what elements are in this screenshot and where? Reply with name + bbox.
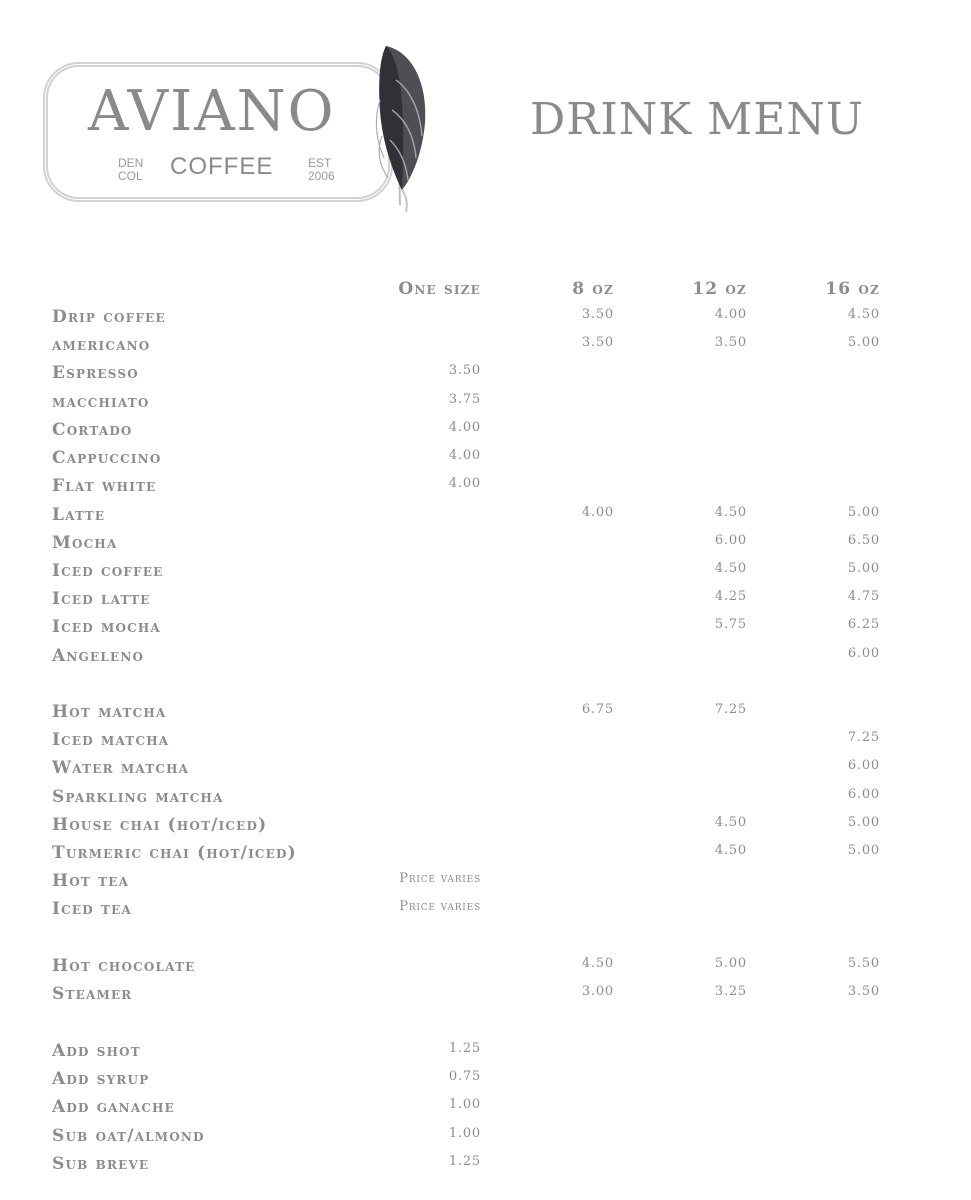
price-12oz: 5.00 [714, 956, 747, 971]
price-12oz: 7.25 [714, 702, 747, 717]
menu-item-name: Iced latte [52, 589, 151, 609]
logo-established-tag [308, 157, 348, 183]
price-one-size: Price varies [399, 871, 481, 886]
menu-item-name: Iced matcha [52, 730, 170, 750]
logo-established-line-1: EST [308, 156, 332, 170]
price-8oz: 4.50 [581, 956, 614, 971]
price-12oz: 3.50 [714, 335, 747, 350]
price-16oz: 3.50 [847, 984, 880, 999]
menu-item-name: Latte [52, 505, 106, 525]
menu-item-name: Espresso [52, 363, 139, 383]
menu-item-name: americano [52, 335, 151, 355]
menu-item-name: Iced tea [52, 899, 132, 919]
menu-item-name: Hot matcha [52, 702, 167, 722]
menu-item-name: Cappuccino [52, 448, 162, 468]
price-8oz: 4.00 [581, 505, 614, 520]
logo-established-line-2: 2006 [308, 169, 335, 183]
price-one-size: 1.25 [448, 1154, 481, 1169]
menu-item-name: Add syrup [52, 1069, 150, 1089]
logo-name: AVIANO [88, 79, 336, 144]
price-one-size: 0.75 [448, 1069, 481, 1084]
logo-coffee-word: COFFEE [170, 153, 274, 180]
menu-item-name: House chai (hot/iced) [52, 815, 268, 835]
price-12oz: 5.75 [714, 617, 747, 632]
column-header-8oz: 8 oz [572, 279, 614, 299]
logo-location-tag [118, 157, 158, 183]
logo-location-line-1: DEN [118, 156, 144, 170]
price-12oz: 4.50 [714, 815, 747, 830]
price-12oz: 4.25 [714, 589, 747, 604]
price-one-size: 1.00 [448, 1126, 481, 1141]
price-12oz: 4.50 [714, 843, 747, 858]
price-one-size: 3.75 [448, 392, 481, 407]
price-16oz: 5.00 [847, 561, 880, 576]
price-8oz: 3.50 [581, 307, 614, 322]
price-one-size: 1.00 [448, 1097, 481, 1112]
menu-item-name: Hot tea [52, 871, 130, 891]
menu-item-name: Sub oat/almond [52, 1126, 205, 1146]
price-16oz: 7.25 [847, 730, 880, 745]
price-one-size: 4.00 [448, 420, 481, 435]
feather-icon [366, 40, 436, 215]
page-title: DRINK MENU [530, 94, 864, 145]
menu-item-name: macchiato [52, 392, 150, 412]
menu-item-name: Cortado [52, 420, 133, 440]
price-one-size: 4.00 [448, 476, 481, 491]
menu-item-name: Add shot [52, 1041, 141, 1061]
price-16oz: 6.25 [847, 617, 880, 632]
aviano-coffee-logo [40, 40, 440, 220]
menu-item-name: Drip coffee [52, 307, 166, 327]
column-header-16oz: 16 oz [825, 279, 880, 299]
menu-item-name: Water matcha [52, 758, 190, 778]
price-16oz: 6.00 [847, 787, 880, 802]
price-16oz: 4.75 [847, 589, 880, 604]
price-16oz: 6.00 [847, 758, 880, 773]
price-12oz: 3.25 [714, 984, 747, 999]
price-16oz: 4.50 [847, 307, 880, 322]
menu-item-name: Iced mocha [52, 617, 161, 637]
price-8oz: 3.50 [581, 335, 614, 350]
price-16oz: 5.00 [847, 505, 880, 520]
price-one-size: 3.50 [448, 363, 481, 378]
price-16oz: 5.00 [847, 843, 880, 858]
price-12oz: 4.00 [714, 307, 747, 322]
column-header-one-size: One size [398, 279, 481, 299]
price-one-size: Price varies [399, 899, 481, 914]
price-12oz: 6.00 [714, 533, 747, 548]
menu-item-name: Steamer [52, 984, 133, 1004]
menu-item-name: Sub breve [52, 1154, 150, 1174]
column-header-12oz: 12 oz [692, 279, 747, 299]
price-12oz: 4.50 [714, 561, 747, 576]
price-8oz: 3.00 [581, 984, 614, 999]
price-12oz: 4.50 [714, 505, 747, 520]
price-8oz: 6.75 [581, 702, 614, 717]
price-one-size: 4.00 [448, 448, 481, 463]
price-16oz: 6.50 [847, 533, 880, 548]
menu-item-name: Flat white [52, 476, 157, 496]
menu-item-name: Angeleno [52, 646, 145, 666]
logo-location-line-2: COL [118, 169, 143, 183]
menu-item-name: Add ganache [52, 1097, 175, 1117]
price-one-size: 1.25 [448, 1041, 481, 1056]
price-16oz: 5.00 [847, 335, 880, 350]
price-16oz: 5.00 [847, 815, 880, 830]
menu-item-name: Sparkling matcha [52, 787, 224, 807]
menu-item-name: Mocha [52, 533, 118, 553]
menu-item-name: Hot chocolate [52, 956, 196, 976]
menu-item-name: Iced coffee [52, 561, 164, 581]
price-16oz: 5.50 [847, 956, 880, 971]
price-16oz: 6.00 [847, 646, 880, 661]
menu-item-name: Turmeric chai (hot/iced) [52, 843, 297, 863]
